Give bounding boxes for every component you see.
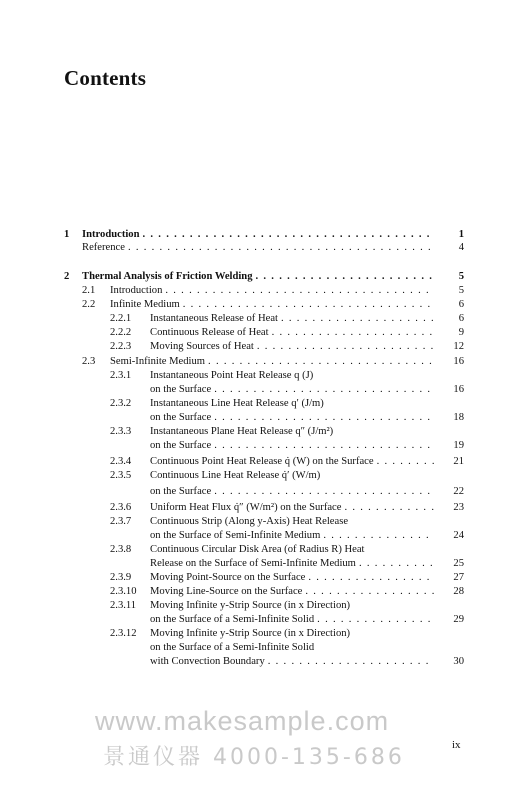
toc-entry-title: Moving Sources of Heat xyxy=(150,340,257,354)
toc-entry xyxy=(64,411,464,425)
toc-entry xyxy=(64,340,464,354)
toc-entry-number: 2.3 xyxy=(82,356,96,367)
toc-entry xyxy=(64,312,464,326)
toc-entry xyxy=(64,425,464,439)
watermark-url: www.makesample.com xyxy=(95,706,390,736)
toc-entry-number: 2.3.5 xyxy=(110,470,132,481)
toc-entry xyxy=(64,241,464,255)
toc-entry-number: 1 xyxy=(64,229,70,240)
toc-entry-title: Continuous Release of Heat xyxy=(150,326,272,340)
toc-entry-title: Moving Point-Source on the Surface xyxy=(150,571,308,585)
toc-entry-page: 30 xyxy=(453,656,464,667)
toc-entry-title: Instantaneous Line Heat Release q′ (J/m) xyxy=(150,398,327,409)
toc-entry-page: 9 xyxy=(458,327,464,338)
toc-entry-page: 22 xyxy=(453,486,464,497)
toc-entry xyxy=(64,355,464,369)
toc-entry xyxy=(64,529,464,543)
toc-entry xyxy=(64,557,464,571)
toc-entry-number: 2.3.1 xyxy=(110,370,132,381)
toc-entry xyxy=(64,298,464,312)
toc-entry-page: 16 xyxy=(453,384,464,395)
toc-entry-number: 2.2.1 xyxy=(110,313,132,324)
toc-entry-title: Uniform Heat Flux q̇″ (W/m²) on the Surface xyxy=(150,501,344,515)
toc-entry-title: Continuous Line Heat Release q̇′ (W/m) xyxy=(150,470,323,481)
toc-entry-number: 2.3.9 xyxy=(110,572,132,583)
toc-entry-title: Release on the Surface of Semi-Infinite Medium xyxy=(150,557,359,571)
toc-entry xyxy=(64,228,464,242)
toc-entry-title: on the Surface xyxy=(150,383,214,397)
toc-entry-page: 28 xyxy=(453,586,464,597)
toc-entry xyxy=(64,501,464,515)
toc-entry-number: 2.2.2 xyxy=(110,327,132,338)
toc-entry-title: Moving Infinite y-Strip Source (in x Direction) xyxy=(150,628,353,639)
toc-entry xyxy=(64,369,464,383)
toc-entry xyxy=(64,641,464,655)
toc-entry xyxy=(64,655,464,669)
toc-entry xyxy=(64,485,464,499)
toc-entry-number: 2.3.8 xyxy=(110,544,132,555)
toc-entry-title: with Convection Boundary xyxy=(150,655,268,669)
toc-entry-page: 21 xyxy=(453,456,464,467)
toc-entry xyxy=(64,270,464,284)
page-number: ix xyxy=(452,739,461,751)
toc-entry-title: Moving Infinite y-Strip Source (in x Direction) xyxy=(150,600,353,611)
toc-entry-number: 2.3.3 xyxy=(110,426,132,437)
toc-entry xyxy=(64,397,464,411)
toc-entry-number: 2 xyxy=(64,271,70,282)
toc-entry-page: 1 xyxy=(458,229,464,240)
toc-entry xyxy=(64,469,464,483)
toc-entry-number: 2.3.12 xyxy=(110,628,137,639)
toc-entry xyxy=(64,455,464,469)
toc-entry-number: 2.3.10 xyxy=(110,586,137,597)
page-title: Contents xyxy=(64,66,147,90)
toc-entry-title: on the Surface xyxy=(150,439,214,453)
toc-entry xyxy=(64,439,464,453)
toc-entry xyxy=(64,284,464,298)
toc-entry xyxy=(64,326,464,340)
toc-entry-page: 24 xyxy=(453,530,464,541)
toc-entry-title: on the Surface of a Semi-Infinite Solid xyxy=(150,642,317,653)
toc-entry-page: 6 xyxy=(458,313,464,324)
toc-entry-page: 12 xyxy=(453,341,464,352)
toc-entry-title: on the Surface xyxy=(150,411,214,425)
toc-entry-title: Introduction xyxy=(110,284,165,298)
toc-entry-title: Instantaneous Point Heat Release q (J) xyxy=(150,370,316,381)
toc-entry-title: Thermal Analysis of Friction Welding xyxy=(82,270,256,284)
toc-entry-number: 2.2 xyxy=(82,299,96,310)
toc-entry-number: 2.2.3 xyxy=(110,341,132,352)
toc-entry-page: 18 xyxy=(453,412,464,423)
toc-entry-page: 23 xyxy=(453,502,464,513)
toc-entry-title: on the Surface of Semi-Infinite Medium xyxy=(150,529,323,543)
toc-entry xyxy=(64,599,464,613)
toc-entry-page: 25 xyxy=(453,558,464,569)
toc-entry xyxy=(64,627,464,641)
toc-entry-title: Continuous Circular Disk Area (of Radius R) Heat xyxy=(150,544,368,555)
toc-entry-title: Continuous Strip (Along y-Axis) Heat Release xyxy=(150,516,351,527)
toc-entry-page: 27 xyxy=(453,572,464,583)
toc-entry-page: 5 xyxy=(458,271,464,282)
toc-entry xyxy=(64,515,464,529)
toc-entry-title: on the Surface xyxy=(150,485,214,499)
toc-entry-page: 6 xyxy=(458,299,464,310)
toc-entry-page: 5 xyxy=(458,285,464,296)
toc-entry xyxy=(64,613,464,627)
toc-entry-number: 2.3.2 xyxy=(110,398,132,409)
toc-entry-number: 2.3.4 xyxy=(110,456,132,467)
toc-entry-page: 4 xyxy=(458,242,464,253)
toc-entry-title: Semi-Infinite Medium xyxy=(110,355,208,369)
toc-entry-title: Moving Line-Source on the Surface xyxy=(150,585,305,599)
toc-entry-title: Reference xyxy=(82,241,128,255)
toc-entry-title: Instantaneous Release of Heat xyxy=(150,312,281,326)
toc-entry-page: 19 xyxy=(453,440,464,451)
toc-entry-number: 2.3.6 xyxy=(110,502,132,513)
watermark-phone: 景通仪器 4000-135-686 xyxy=(103,745,405,770)
toc-entry-title: Introduction xyxy=(82,228,143,242)
toc-entry-number: 2.1 xyxy=(82,285,96,296)
toc-entry-title: Continuous Point Heat Release q̇ (W) on the Surface xyxy=(150,455,377,469)
toc-entry-title: Instantaneous Plane Heat Release q″ (J/m²) xyxy=(150,426,336,437)
toc-entry xyxy=(64,383,464,397)
toc-entry xyxy=(64,571,464,585)
toc-entry-number: 2.3.7 xyxy=(110,516,132,527)
toc-entry-page: 16 xyxy=(453,356,464,367)
toc-entry-title: on the Surface of a Semi-Infinite Solid xyxy=(150,613,317,627)
toc-entry-number: 2.3.11 xyxy=(110,600,137,611)
toc-entry-page: 29 xyxy=(453,614,464,625)
toc-entry xyxy=(64,543,464,557)
toc-entry xyxy=(64,585,464,599)
toc-entry-title: Infinite Medium xyxy=(110,298,183,312)
